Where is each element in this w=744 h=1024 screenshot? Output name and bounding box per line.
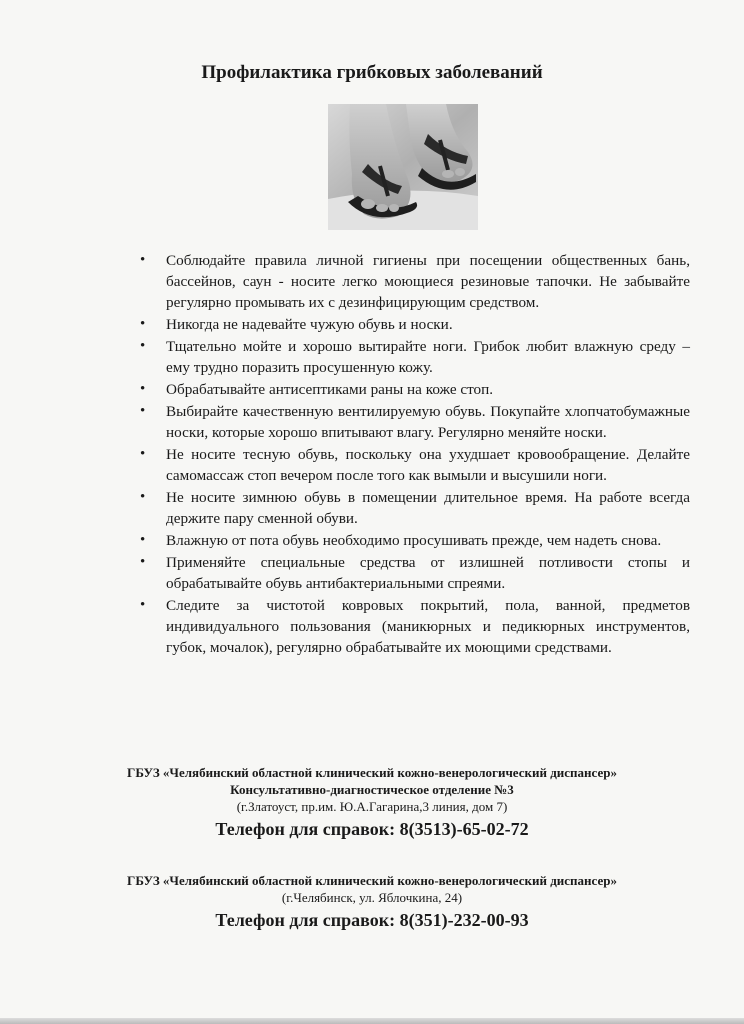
list-item: • Не носите тесную обувь, поскольку она ухудшает кровообращение. Делайте самомассаж стоп вечером после того как вымыли и высушили ноги. [138,444,690,486]
org-department: Консультативно-диагностическое отделение №3 [230,782,514,797]
list-item: • Выбирайте качественную вентилируемую обувь. Покупайте хлопчатобумажные носки, которые хорошо впитывают влагу. Регулярно меняйте носки. [138,401,690,443]
org-block-zlatoust [0,764,744,841]
org-name: ГБУЗ «Челябинский областной клинический кожно-венерологический диспансер» [127,873,617,888]
list-item: • Обрабатывайте антисептиками раны на коже стоп. [138,379,690,400]
list-item: • Следите за чистотой ковровых покрытий, пола, ванной, предметов индивидуального пользования (маникюрных и педикюрных инструментов, губок, мочалок), регулярно обрабатывайте их моющими средствами. [138,595,690,658]
list-item: • Не носите зимнюю обувь в помещении длительное время. На работе всегда держите пару сменной обуви. [138,487,690,529]
list-item: • Применяйте специальные средства от излишней потливости стопы и обрабатывайте обувь антибактериальными спреями. [138,552,690,594]
sandals-illustration [328,104,478,230]
sandals-photo [328,104,478,230]
org-phone: Телефон для справок: 8(3513)-65-02-72 [215,819,529,839]
scan-edge [0,1018,744,1024]
prevention-tips-list [138,250,690,659]
org-block-chelyabinsk [0,872,744,932]
org-name: ГБУЗ «Челябинский областной клинический кожно-венерологический диспансер» [127,765,617,780]
org-phone: Телефон для справок: 8(351)-232-00-93 [215,910,529,930]
org-address: (г.Челябинск, ул. Яблочкина, 24) [281,890,463,905]
list-item: • Тщательно мойте и хорошо вытирайте ноги. Грибок любит влажную среду – ему трудно поразить просушенную кожу. [138,336,690,378]
list-item: • Никогда не надевайте чужую обувь и носки. [138,314,690,335]
org-address: (г.Златоуст, пр.им. Ю.А.Гагарина,3 линия, дом 7) [236,799,508,814]
list-item: • Влажную от пота обувь необходимо просушивать прежде, чем надеть снова. [138,530,690,551]
list-item: • Соблюдайте правила личной гигиены при посещении общественных бань, бассейнов, саун - носите легко моющиеся резиновые тапочки. Не забывайте регулярно промывать их с дезинфицирующим средством. [138,250,690,313]
page-title: Профилактика грибковых заболеваний [201,62,543,83]
